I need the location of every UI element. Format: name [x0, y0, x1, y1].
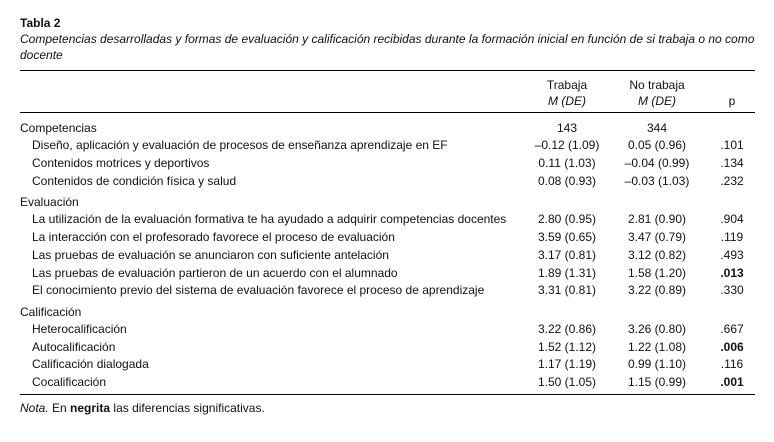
note-bold-word: negrita [70, 401, 111, 415]
row-label: Heterocalificación [32, 322, 127, 336]
row-label: La utilización de la evaluación formativa te ha ayudado a adquirir competencias docentes [32, 212, 507, 226]
p-value: .119 [720, 230, 744, 244]
table-row [0, 211, 774, 227]
value-no-trabaja: –0.03 (1.03) [624, 174, 690, 188]
value-no-trabaja: –0.04 (0.99) [624, 156, 690, 170]
value-trabaja: 0.11 (1.03) [538, 156, 596, 170]
table-row [0, 265, 774, 281]
p-value: .330 [720, 283, 744, 297]
table-row [0, 173, 774, 189]
table-row [0, 321, 774, 337]
p-value: .667 [720, 322, 744, 336]
p-value: .116 [720, 357, 744, 371]
p-value-significant: .013 [720, 266, 744, 280]
value-trabaja: –0.12 (1.09) [534, 138, 600, 152]
note-text-before: En [48, 401, 71, 415]
section-row-evaluacion [0, 194, 774, 210]
value-no-trabaja: 0.99 (1.10) [627, 357, 687, 371]
table-row [0, 155, 774, 171]
value-no-trabaja: 3.22 (0.89) [627, 283, 687, 297]
value-no-trabaja: 3.12 (0.82) [627, 248, 687, 262]
p-value: .904 [720, 212, 744, 226]
row-label: Contenidos motrices y deportivos [32, 156, 210, 170]
value-trabaja: 3.17 (0.81) [537, 248, 597, 262]
section-label: Evaluación [20, 195, 79, 209]
bottom-rule [20, 394, 755, 395]
value-no-trabaja: 2.81 (0.90) [627, 212, 687, 226]
value-trabaja: 3.31 (0.81) [537, 283, 597, 297]
value-trabaja: 2.80 (0.95) [537, 212, 597, 226]
value-trabaja: 0.08 (0.93) [537, 174, 597, 188]
value-trabaja: 1.52 (1.12) [537, 340, 597, 354]
p-value: .101 [720, 138, 744, 152]
row-label: Autocalificación [32, 340, 116, 354]
note-text-after: las diferencias significativas. [110, 401, 265, 415]
col-header-no-trabaja [612, 77, 702, 109]
sample-size-trabaja: 143 [556, 121, 578, 135]
col-header-trabaja [522, 77, 612, 109]
section-row-competencias [0, 120, 774, 136]
value-no-trabaja: 1.15 (0.99) [627, 375, 687, 389]
value-no-trabaja: 1.22 (1.08) [627, 340, 687, 354]
section-label: Calificación [20, 305, 82, 319]
section-label: Competencias [20, 121, 97, 135]
row-label: Diseño, aplicación y evaluación de procesos de enseñanza aprendizaje en EF [32, 138, 448, 152]
note-prefix: Nota. [20, 401, 49, 415]
p-value: .232 [720, 174, 744, 188]
row-label: Las pruebas de evaluación se anunciaron con suficiente antelación [32, 248, 389, 262]
p-value: .134 [720, 156, 744, 170]
table-row [0, 356, 774, 372]
table-row [0, 247, 774, 263]
value-trabaja: 1.17 (1.19) [537, 357, 597, 371]
value-trabaja: 3.22 (0.86) [537, 322, 597, 336]
row-label: Contenidos de condición física y salud [32, 174, 237, 188]
value-trabaja: 1.89 (1.31) [537, 266, 597, 280]
section-row-calificacion [0, 304, 774, 320]
table-row [0, 137, 774, 153]
table-row [0, 374, 774, 390]
p-value-significant: .001 [720, 375, 744, 389]
top-rule [20, 70, 755, 71]
row-label: Calificación dialogada [32, 357, 149, 371]
value-trabaja: 1.50 (1.05) [537, 375, 597, 389]
value-no-trabaja: 0.05 (0.96) [627, 138, 687, 152]
row-label: El conocimiento previo del sistema de evaluación favorece el proceso de aprendizaje [32, 283, 485, 297]
col-header-no-trabaja-stat: M (DE) [638, 94, 676, 108]
table-row [0, 229, 774, 245]
header-rule [20, 112, 755, 113]
p-value-significant: .006 [720, 340, 744, 354]
col-header-trabaja-label: Trabaja [546, 78, 588, 92]
table-caption: Competencias desarrolladas y formas de evaluación y calificación recibidas durante la formación inicial en función de si trabaja o no como docente [20, 32, 755, 62]
table-note [20, 401, 265, 415]
table-row [0, 339, 774, 355]
col-header-p: p [728, 94, 736, 108]
table-row [0, 282, 774, 298]
table-number: Tabla 2 [20, 16, 61, 30]
row-label: Cocalificación [32, 375, 107, 389]
sample-size-no-trabaja: 344 [646, 121, 668, 135]
row-label: Las pruebas de evaluación partieron de un acuerdo con el alumnado [32, 266, 398, 280]
col-header-no-trabaja-label: No trabaja [629, 78, 685, 92]
value-no-trabaja: 3.26 (0.80) [627, 322, 687, 336]
p-value: .493 [720, 248, 744, 262]
value-no-trabaja: 1.58 (1.20) [627, 266, 687, 280]
value-trabaja: 3.59 (0.65) [537, 230, 597, 244]
col-header-trabaja-stat: M (DE) [548, 94, 586, 108]
row-label: La interacción con el profesorado favorece el proceso de evaluación [32, 230, 395, 244]
value-no-trabaja: 3.47 (0.79) [627, 230, 687, 244]
